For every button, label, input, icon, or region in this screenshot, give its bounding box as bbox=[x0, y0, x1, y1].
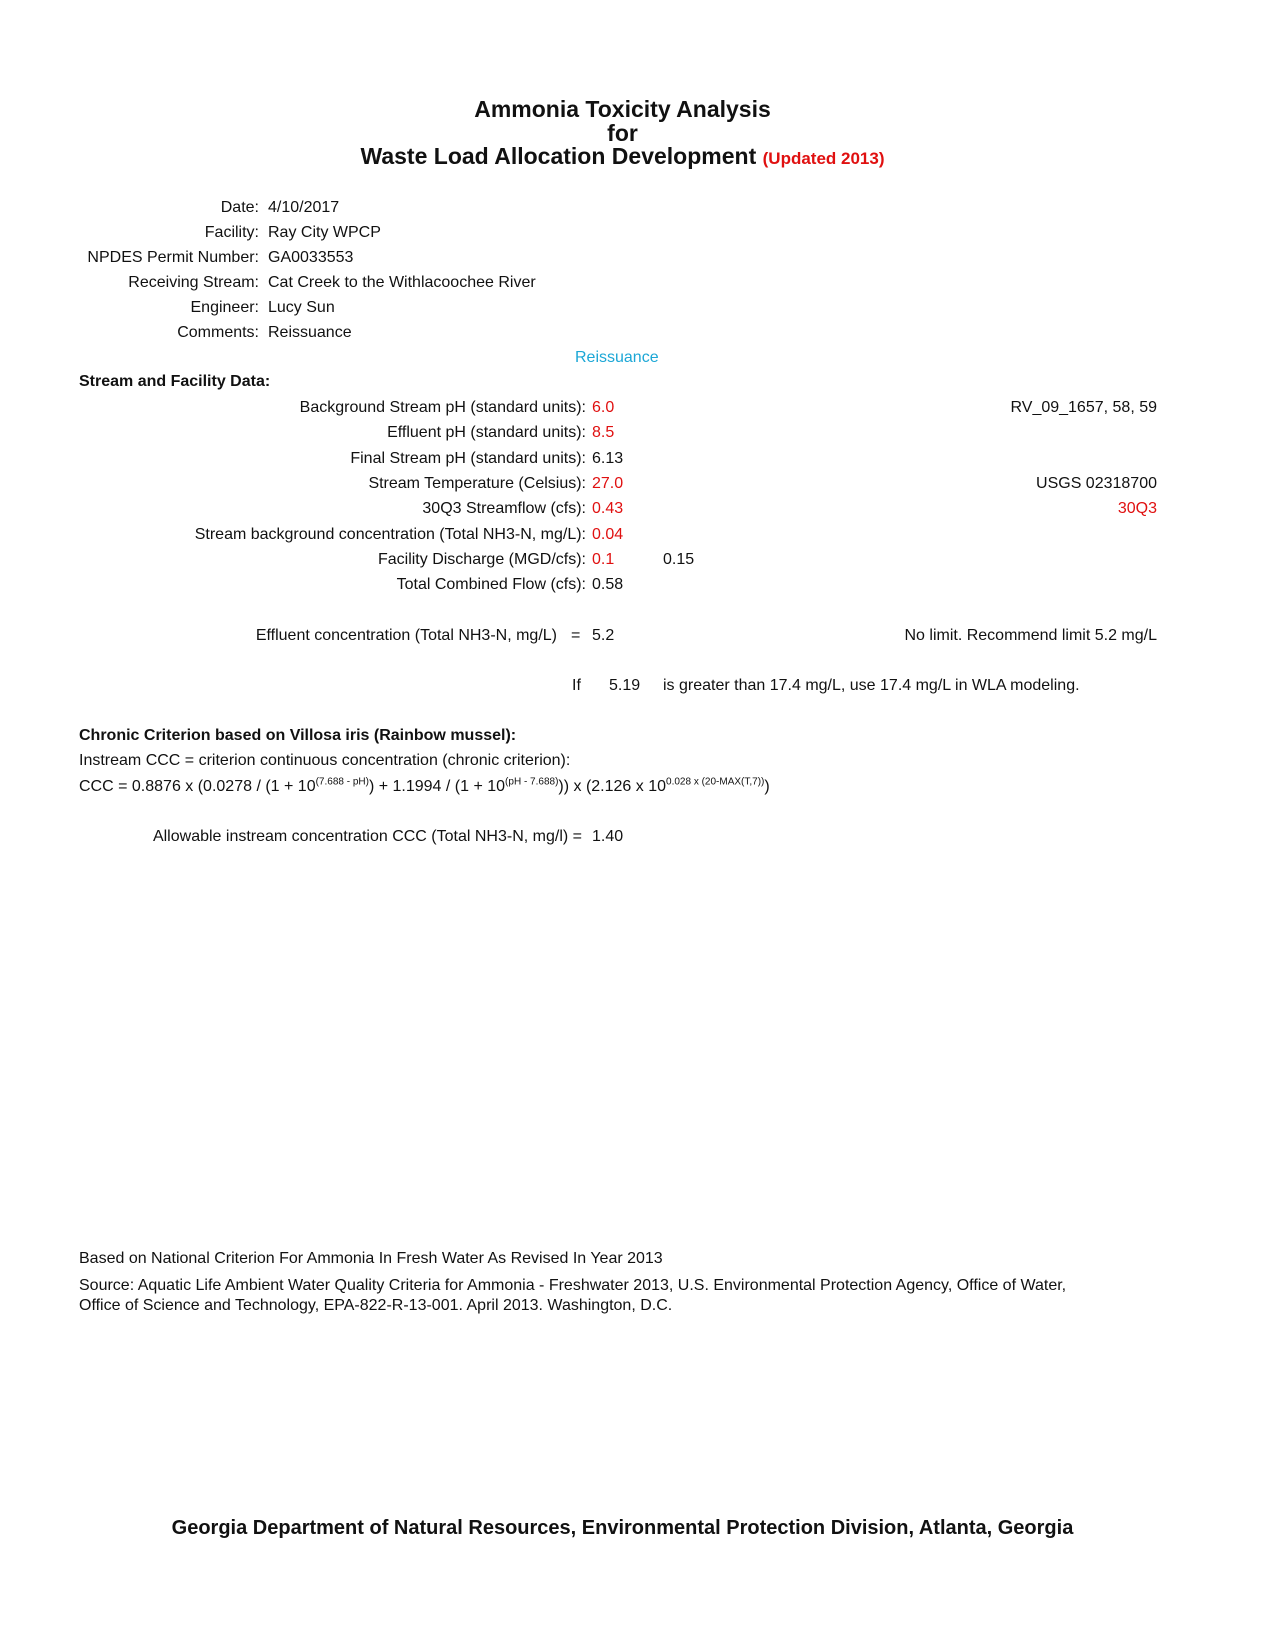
final-ph-label: Final Stream pH (standard units): bbox=[350, 450, 586, 467]
title-line-1: Ammonia Toxicity Analysis bbox=[474, 96, 771, 122]
bg-ph-label: Background Stream pH (standard units): bbox=[299, 399, 586, 416]
receiving-stream-label: Receiving Stream: bbox=[128, 274, 259, 291]
comments-value: Reissuance bbox=[268, 324, 352, 341]
bg-ph-note: RV_09_1657, 58, 59 bbox=[1010, 399, 1157, 416]
updated-badge: (Updated 2013) bbox=[762, 149, 885, 168]
bg-conc-value: 0.04 bbox=[592, 526, 624, 543]
allowable-ccc-label: Allowable instream concentration CCC (Total NH3-N, mg/l) = bbox=[152, 828, 582, 845]
effluent-conc-value: 5.2 bbox=[592, 627, 615, 644]
engineer-value: Lucy Sun bbox=[268, 299, 335, 316]
formula-part-2: ) + 1.1994 / (1 + 10 bbox=[368, 778, 506, 795]
effluent-ph-value: 8.5 bbox=[592, 424, 615, 441]
stream-temp-value: 27.0 bbox=[592, 475, 624, 492]
discharge-label: Facility Discharge (MGD/cfs): bbox=[377, 551, 586, 568]
streamflow-value: 0.43 bbox=[592, 500, 624, 517]
engineer-label: Engineer: bbox=[190, 299, 259, 316]
combined-flow-value: 0.58 bbox=[592, 576, 624, 593]
facility-label: Facility: bbox=[204, 224, 259, 241]
streamflow-label: 30Q3 Streamflow (cfs): bbox=[422, 500, 586, 517]
stream-section-heading: Stream and Facility Data: bbox=[79, 373, 271, 390]
footer-agency: Georgia Department of Natural Resources, Environmental Protection Division, Atlanta, Georgia bbox=[171, 1517, 1074, 1539]
comment-note: Reissuance bbox=[575, 349, 659, 366]
effluent-conc-label: Effluent concentration (Total NH3-N, mg/L) bbox=[255, 627, 557, 644]
discharge-cfs-value: 0.15 bbox=[663, 551, 695, 568]
stream-temp-label: Stream Temperature (Celsius): bbox=[368, 475, 586, 492]
formula-part-1: CCC = 0.8876 x (0.0278 / (1 + 10 bbox=[79, 778, 316, 795]
combined-flow-label: Total Combined Flow (cfs): bbox=[396, 576, 586, 593]
npdes-value: GA0033553 bbox=[268, 249, 354, 266]
allowable-ccc-value: 1.40 bbox=[592, 828, 624, 845]
if-label: If bbox=[572, 677, 581, 694]
bg-conc-label: Stream background concentration (Total NH3-N, mg/L): bbox=[194, 526, 586, 543]
bg-ph-value: 6.0 bbox=[592, 399, 615, 416]
final-ph-value: 6.13 bbox=[592, 450, 624, 467]
effluent-ph-label: Effluent pH (standard units): bbox=[387, 424, 586, 441]
npdes-label: NPDES Permit Number: bbox=[87, 249, 259, 266]
receiving-stream-value: Cat Creek to the Withlacoochee River bbox=[268, 274, 536, 291]
effluent-conc-equals: = bbox=[571, 627, 581, 644]
formula-exponent-2: (pH - 7.688) bbox=[505, 776, 559, 788]
stream-temp-note: USGS 02318700 bbox=[1036, 475, 1157, 492]
formula-exponent-1: (7.688 - pH) bbox=[315, 776, 369, 788]
comments-label: Comments: bbox=[177, 324, 259, 341]
facility-value: Ray City WPCP bbox=[268, 224, 381, 241]
formula-part-4: ) bbox=[764, 778, 770, 795]
title-line-3 bbox=[0, 143, 1245, 170]
discharge-mgd-value: 0.1 bbox=[592, 551, 615, 568]
basis-text: Based on National Criterion For Ammonia In Fresh Water As Revised In Year 2013 bbox=[79, 1250, 663, 1267]
effluent-conc-note: No limit. Recommend limit 5.2 mg/L bbox=[904, 627, 1157, 644]
source-line-1: Source: Aquatic Life Ambient Water Quality Criteria for Ammonia - Freshwater 2013, U.S. Environmental Protection Agency, Office of Water, bbox=[79, 1277, 1067, 1294]
if-text: is greater than 17.4 mg/L, use 17.4 mg/L in WLA modeling. bbox=[663, 677, 1080, 694]
source-line-2: Office of Science and Technology, EPA-822-R-13-001. April 2013. Washington, D.C. bbox=[79, 1297, 673, 1314]
ccc-definition: Instream CCC = criterion continuous concentration (chronic criterion): bbox=[79, 752, 571, 769]
date-label: Date: bbox=[220, 199, 259, 216]
formula-exponent-3: 0.028 x (20-MAX(T,7)) bbox=[666, 776, 765, 788]
formula-part-3: )) x (2.126 x 10 bbox=[558, 778, 667, 795]
date-value: 4/10/2017 bbox=[268, 199, 340, 216]
if-value: 5.19 bbox=[609, 677, 641, 694]
chronic-heading: Chronic Criterion based on Villosa iris (Rainbow mussel): bbox=[79, 727, 517, 744]
title-line-2: for bbox=[607, 120, 638, 146]
streamflow-note: 30Q3 bbox=[1117, 500, 1157, 517]
title-main: Waste Load Allocation Development bbox=[360, 143, 757, 169]
ccc-formula bbox=[79, 778, 770, 796]
